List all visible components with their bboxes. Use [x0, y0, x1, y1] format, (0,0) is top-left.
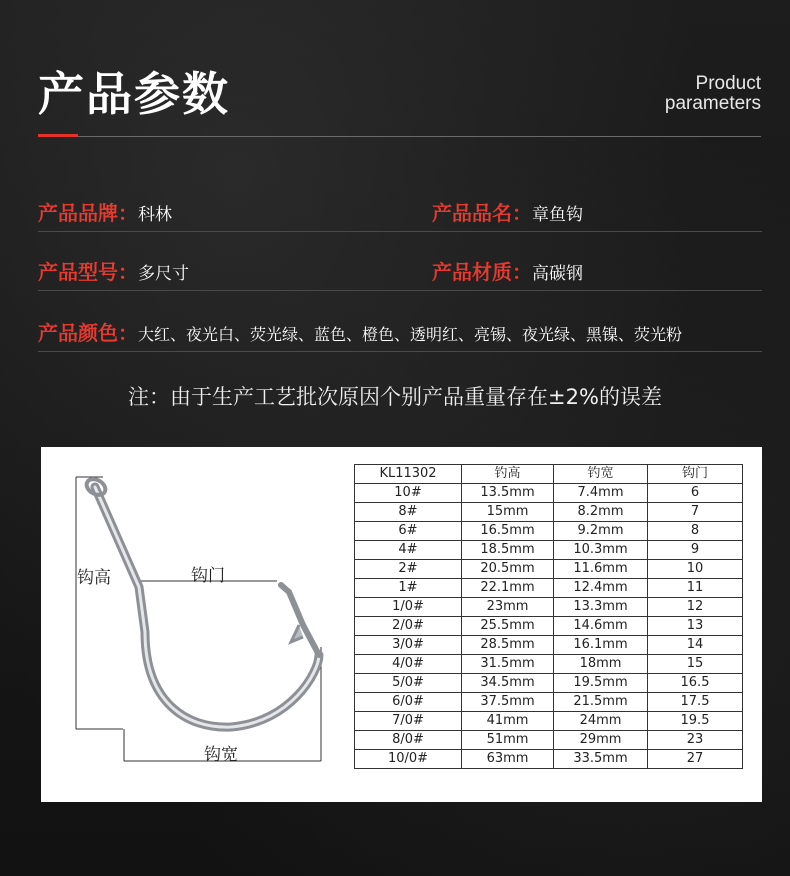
cell-width: 9.2mm	[554, 522, 648, 541]
cell-height: 34.5mm	[462, 674, 554, 693]
size-chart-panel	[41, 447, 762, 802]
spec-name-label: 产品品名：	[432, 201, 532, 225]
table-row	[355, 541, 743, 560]
spec-material-value: 高碳钢	[532, 264, 583, 284]
subtitle-line-2: parameters	[664, 93, 761, 114]
cell-size: 8#	[355, 503, 462, 522]
cell-height: 25.5mm	[462, 617, 554, 636]
table-row	[355, 560, 743, 579]
tolerance-note: 注：由于生产工艺批次原因个别产品重量存在±2%的误差	[128, 385, 662, 409]
label-hook-height: 钩高	[77, 568, 111, 588]
cell-width: 8.2mm	[554, 503, 648, 522]
table-row	[355, 617, 743, 636]
table-row	[355, 750, 743, 769]
subtitle-line-1: Product	[695, 73, 761, 94]
cell-height: 13.5mm	[462, 484, 554, 503]
cell-height: 16.5mm	[462, 522, 554, 541]
cell-gap: 15	[648, 655, 743, 674]
spec-name	[432, 197, 583, 226]
cell-size: 7/0#	[355, 712, 462, 731]
cell-size: 3/0#	[355, 636, 462, 655]
cell-height: 28.5mm	[462, 636, 554, 655]
page-subtitle	[665, 74, 761, 114]
cell-height: 51mm	[462, 731, 554, 750]
cell-size: 6/0#	[355, 693, 462, 712]
spec-material	[432, 256, 583, 285]
cell-height: 31.5mm	[462, 655, 554, 674]
hook-diagram	[41, 447, 341, 802]
cell-width: 16.1mm	[554, 636, 648, 655]
cell-gap: 12	[648, 598, 743, 617]
table-row	[355, 636, 743, 655]
cell-width: 33.5mm	[554, 750, 648, 769]
table-row	[355, 503, 743, 522]
hook-icon	[84, 476, 319, 727]
table-row	[355, 674, 743, 693]
cell-width: 21.5mm	[554, 693, 648, 712]
row-divider	[38, 231, 762, 232]
cell-size: 6#	[355, 522, 462, 541]
header-accent-bar	[38, 134, 78, 137]
table-row	[355, 693, 743, 712]
table-header-height: 钓高	[462, 465, 554, 484]
cell-gap: 27	[648, 750, 743, 769]
cell-gap: 16.5	[648, 674, 743, 693]
cell-size: 10#	[355, 484, 462, 503]
spec-material-label: 产品材质：	[432, 260, 532, 284]
cell-gap: 23	[648, 731, 743, 750]
spec-model	[38, 256, 189, 285]
cell-size: 4#	[355, 541, 462, 560]
cell-width: 11.6mm	[554, 560, 648, 579]
cell-gap: 19.5	[648, 712, 743, 731]
label-hook-gap: 钩门	[191, 566, 225, 586]
spec-color-value: 大红、夜光白、荧光绿、蓝色、橙色、透明红、亮锡、夜光绿、黑镍、荧光粉	[138, 325, 683, 344]
cell-height: 15mm	[462, 503, 554, 522]
table-header-gap: 钩门	[648, 465, 743, 484]
spec-brand-value: 科林	[138, 205, 172, 225]
cell-gap: 13	[648, 617, 743, 636]
header-divider	[38, 136, 761, 137]
table-row	[355, 731, 743, 750]
cell-height: 22.1mm	[462, 579, 554, 598]
cell-height: 37.5mm	[462, 693, 554, 712]
label-hook-width: 钩宽	[204, 745, 238, 765]
cell-gap: 11	[648, 579, 743, 598]
row-divider	[38, 351, 762, 352]
cell-size: 1#	[355, 579, 462, 598]
table-header-model: KL11302	[355, 465, 462, 484]
spec-name-value: 章鱼钩	[532, 205, 583, 225]
cell-size: 2/0#	[355, 617, 462, 636]
cell-size: 2#	[355, 560, 462, 579]
cell-height: 20.5mm	[462, 560, 554, 579]
spec-model-value: 多尺寸	[138, 264, 189, 284]
cell-size: 5/0#	[355, 674, 462, 693]
table-row	[355, 484, 743, 503]
cell-size: 8/0#	[355, 731, 462, 750]
table-header-width: 钓宽	[554, 465, 648, 484]
spec-color-label: 产品颜色：	[38, 321, 138, 345]
table-row	[355, 655, 743, 674]
cell-width: 13.3mm	[554, 598, 648, 617]
table-row	[355, 712, 743, 731]
cell-size: 10/0#	[355, 750, 462, 769]
row-divider	[38, 290, 762, 291]
cell-width: 18mm	[554, 655, 648, 674]
spec-color	[38, 317, 682, 346]
cell-width: 19.5mm	[554, 674, 648, 693]
spec-model-label: 产品型号：	[38, 260, 138, 284]
cell-height: 23mm	[462, 598, 554, 617]
cell-gap: 7	[648, 503, 743, 522]
cell-size: 4/0#	[355, 655, 462, 674]
table-row	[355, 522, 743, 541]
cell-width: 12.4mm	[554, 579, 648, 598]
table-header-row	[355, 465, 743, 484]
spec-brand	[38, 197, 172, 226]
cell-width: 29mm	[554, 731, 648, 750]
cell-width: 7.4mm	[554, 484, 648, 503]
cell-size: 1/0#	[355, 598, 462, 617]
cell-gap: 14	[648, 636, 743, 655]
spec-brand-label: 产品品牌：	[38, 201, 138, 225]
table-row	[355, 598, 743, 617]
size-table	[354, 464, 743, 769]
table-row	[355, 579, 743, 598]
page-title: 产品参数	[38, 67, 230, 121]
cell-gap: 9	[648, 541, 743, 560]
cell-gap: 8	[648, 522, 743, 541]
cell-height: 18.5mm	[462, 541, 554, 560]
cell-gap: 17.5	[648, 693, 743, 712]
cell-width: 10.3mm	[554, 541, 648, 560]
cell-height: 41mm	[462, 712, 554, 731]
cell-gap: 10	[648, 560, 743, 579]
cell-width: 14.6mm	[554, 617, 648, 636]
cell-height: 63mm	[462, 750, 554, 769]
cell-width: 24mm	[554, 712, 648, 731]
cell-gap: 6	[648, 484, 743, 503]
